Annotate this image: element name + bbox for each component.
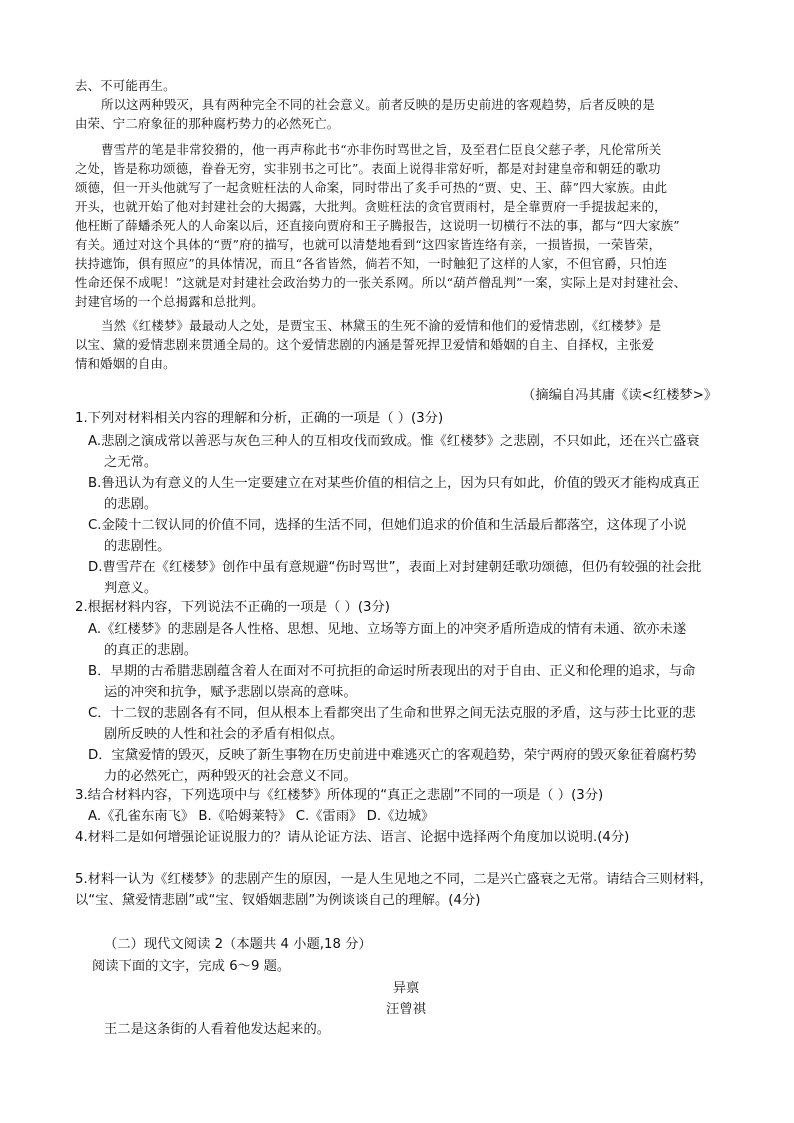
material-line: 封建官场的一个总揭露和总批判。: [75, 294, 264, 309]
material-line: 以宝、黛的爱情悲剧来贯通全局的。这个爱情悲剧的内涵是誓死捍卫爱情和婚姻的自主、自择权，主张爱: [75, 337, 655, 352]
question-2-option-a-cont: 的真正的悲剧。: [104, 643, 198, 658]
material-line: 扶持遮饰，俱有照应”的具体情况，而且“各省皆然，倘若不知，一时触犯了这样的人家，不但官爵，只怕连: [75, 256, 668, 271]
question-1-option-c: C.金陵十二钗认同的价值不同，选择的生活不同，但她们追求的价值和生活最后都落空，这体现了小说: [88, 518, 687, 533]
question-1-stem: 1.下列对材料相关内容的理解和分析，正确的一项是（ ）(3分): [75, 411, 444, 426]
section-instruction: 阅读下面的文字，完成 6～9 题。: [92, 959, 291, 974]
source-citation: （摘编自冯其庸《读<红楼梦>》: [522, 388, 718, 403]
material-line: 情和婚姻的自由。: [75, 356, 176, 371]
question-3-stem: 3.结合材料内容，下列选项中与《红楼梦》所体现的“真正之悲剧”不同的一项是（ ）(3分): [75, 788, 604, 803]
material-line: 开头，也就开始了他对封建社会的大揭露，大批判。贪赃枉法的贪官贾雨村，是全靠贾府一手提拔起来的，: [75, 199, 667, 214]
material-line: 去、不可能再生。: [75, 78, 176, 93]
section-heading: （二）现代文阅读 2（本题共 4 小题,18 分）: [104, 937, 372, 952]
story-first-line: 王二是这条街的人看着他发达起来的。: [104, 1022, 331, 1037]
material-line: 当然《红楼梦》最最动人之处，是贾宝玉、林黛玉的生死不渝的爱情和他们的爱情悲剧，《红楼梦》是: [101, 318, 662, 333]
question-1-option-b-cont: 的悲剧。: [104, 497, 158, 512]
material-line: 曹雪芹的笔是非常狡猾的，他一再声称此书“亦非伤时骂世之旨，及至君仁臣良父慈子孝，凡伦常所关: [101, 142, 662, 157]
question-1-option-a-cont: 之无常。: [104, 455, 158, 470]
material-line: 有关。通过对这个具体的“贾”府的描写，也就可以清楚地看到“这四家皆连络有亲，一损皆损，一荣皆荣，: [75, 237, 662, 252]
material-line: 性命还保不成呢！”这就是对封建社会政治势力的一张关系网。所以“葫芦僧乱判”一案，实际上是对封建社会、: [75, 275, 687, 290]
question-2-option-b-cont: 运的冲突和抗争，赋予悲剧以崇高的意味。: [104, 685, 357, 700]
material-line: 颂德，但一开头他就写了一起贪赃枉法的人命案，同时带出了炙手可热的“贾、史、王、薛”四大家族。由此: [75, 180, 668, 195]
question-2-option-c-cont: 剧所反映的人性和社会的矛盾有相似点。: [104, 727, 344, 742]
question-1-option-b: B.鲁迅认为有意义的人生一定要建立在对某些价值的相信之上，因为只有如此，价值的毁灭才能构成真正: [88, 476, 700, 491]
material-line: 由荣、宁二府象征的那种腐朽势力的必然死亡。: [75, 116, 340, 131]
question-3-options: A.《孔雀东南飞》 B.《哈姆莱特》 C.《雷雨》 D.《边城》: [88, 809, 435, 824]
question-1-option-d-cont: 判意义。: [104, 581, 158, 596]
question-4-stem: 4.材料二是如何增强论证说服力的？请从论证方法、语言、论据中选择两个角度加以说明.(4分): [75, 830, 630, 845]
material-line: 所以这两种毁灭，具有两种完全不同的社会意义。前者反映的是历史前进的客观趋势，后者反映的是: [101, 97, 655, 112]
question-2-option-a: A.《红楼梦》的悲剧是各人性格、思想、见地、立场等方面上的冲突矛盾所造成的情有未通、欲亦未遂: [88, 622, 687, 637]
question-1-option-a: A.悲剧之演成常以善恶与灰色三种人的互相攻伐而致成。惟《红楼梦》之悲剧，不只如此，还在兴亡盛衰: [88, 434, 700, 449]
question-2-option-c: C．十二钗的悲剧各有不同，但从根本上看都突出了生命和世界之间无法克服的矛盾，这与莎士比亚的悲: [88, 706, 696, 721]
question-2-option-b: B．早期的古希腊悲剧蕴含着人在面对不可抗拒的命运时所表现出的对于自由、正义和伦理的追求，与命: [88, 664, 696, 679]
story-author: 汪曾祺: [386, 1002, 426, 1017]
question-5-stem-cont: 以“宝、黛爱情悲剧”或“宝、钗婚姻悲剧”为例谈谈自己的理解。(4分): [75, 893, 481, 908]
question-2-option-d: D．宝黛爱情的毁灭，反映了新生事物在历史前进中难逃灭亡的客观趋势，荣宁两府的毁灭象征着腐朽势: [88, 748, 697, 763]
question-1-option-c-cont: 的悲剧性。: [104, 539, 171, 554]
story-title: 异禀: [392, 981, 420, 996]
question-2-option-d-cont: 力的必然死亡，两种毁灭的社会意义不同。: [104, 769, 357, 784]
question-2-stem: 2.根据材料内容，下列说法不正确的一项是（ ）(3分): [75, 600, 390, 615]
material-line: 之处，皆是称功颂德，眷眷无穷，实非别书之可比”。表面上说得非常好听，都是对封建皇帝和朝廷的歌功: [75, 161, 661, 176]
question-1-option-d: D.曹雪芹在《红楼梦》创作中虽有意规避“伤时骂世”，表面上对封建朝廷歌功颂德，但仍有较强的社会批: [88, 560, 702, 575]
question-5-stem: 5.材料一认为《红楼梦》的悲剧产生的原因，一是人生见地之不同，二是兴亡盛衰之无常。请结合三则材料，: [75, 872, 713, 887]
material-line: 他枉断了薛蟠杀死人的人命案以后，还直接向贾府和王子腾报告，这说明一切横行不法的事，都与“四大家族”: [75, 218, 680, 233]
